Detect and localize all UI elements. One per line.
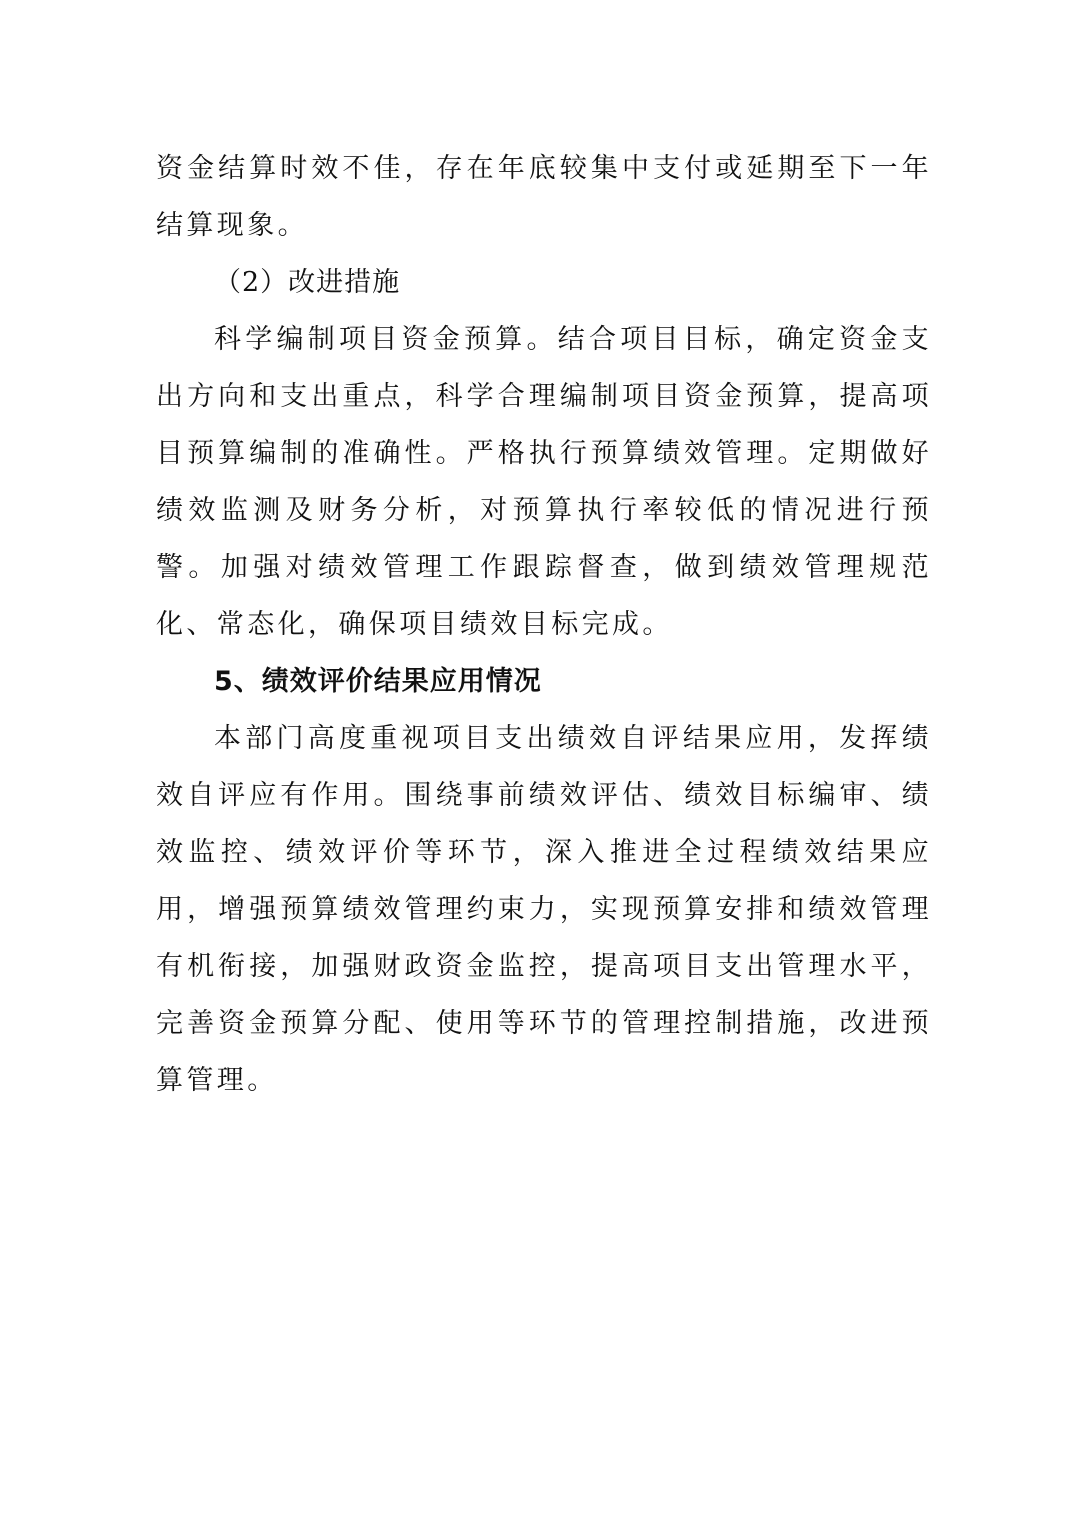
subheading-improvement-measures: （2）改进措施	[214, 267, 401, 298]
paragraph-settlement-issue: 资金结算时效不佳，存在年底较集中支付或延期至下一年结算现象。	[156, 153, 932, 241]
paragraph-result-application: 本部门高度重视项目支出绩效自评结果应用，发挥绩效自评应有作用。围绕事前绩效评估、绩效目标编审、绩效监控、绩效评价等环节，深入推进全过程绩效结果应用，增强预算绩效管理约束力，实现预算安排和绩效管理有机衔接，加强财政资金监控，提高项目支出管理水平，完善资金预算分配、使用等环节的管理控制措施，改进预算管理。	[156, 723, 932, 1096]
paragraph-improvement-measures: 科学编制项目资金预算。结合项目目标，确定资金支出方向和支出重点，科学合理编制项目资金预算，提高项目预算编制的准确性。严格执行预算绩效管理。定期做好绩效监测及财务分析，对预算执行率较低的情况进行预警。加强对绩效管理工作跟踪督查，做到绩效管理规范化、常态化，确保项目绩效目标完成。	[156, 324, 932, 640]
document-body	[156, 140, 932, 1109]
section-heading-result-application: 5、绩效评价结果应用情况	[214, 666, 542, 697]
